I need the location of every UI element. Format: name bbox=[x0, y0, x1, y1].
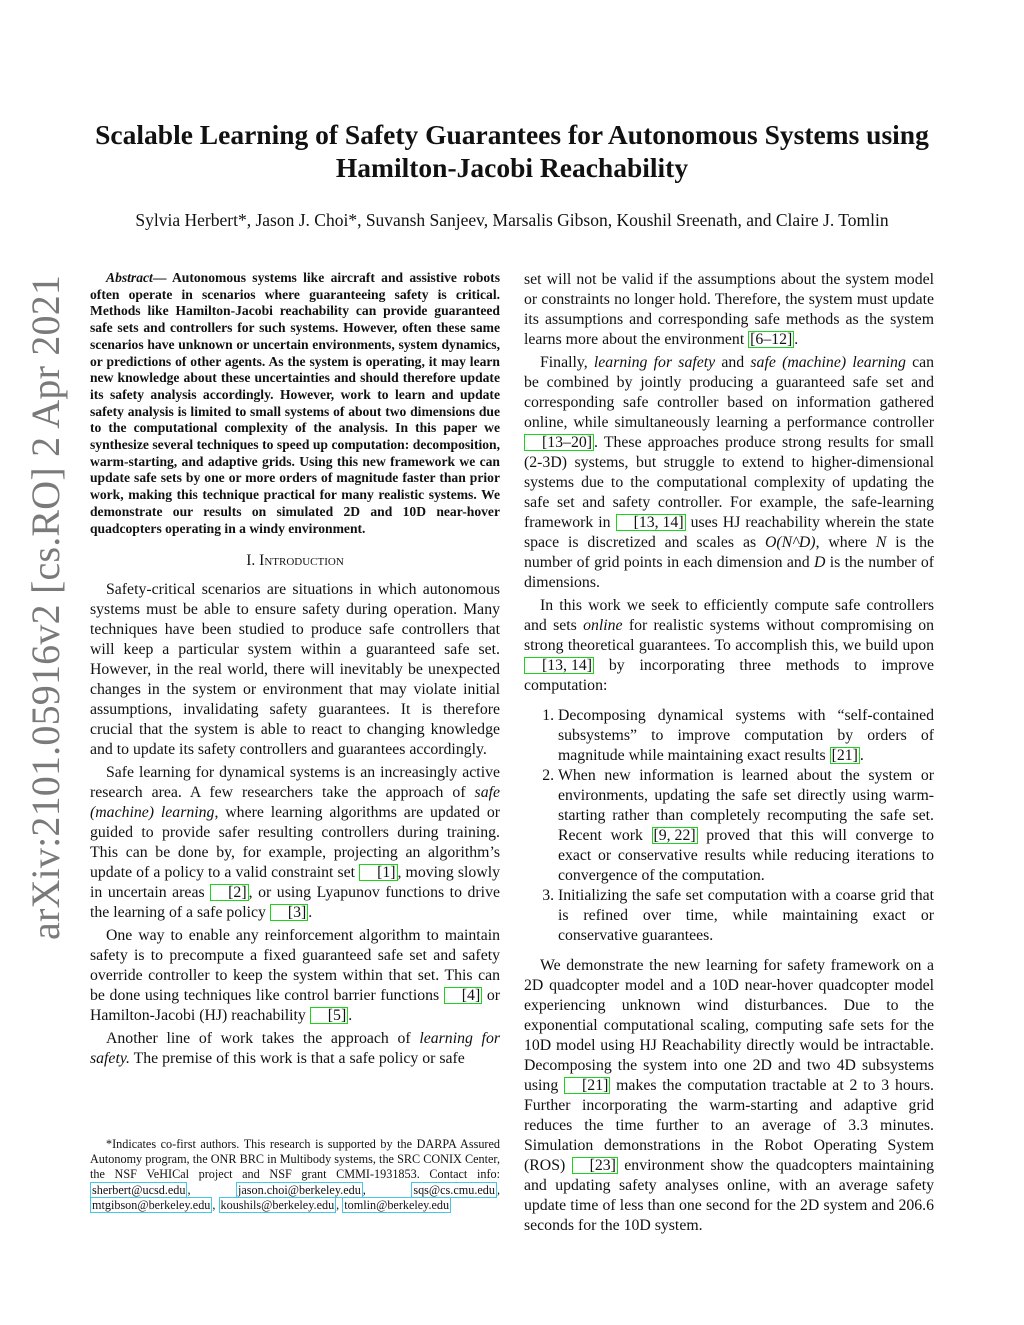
text-span: . bbox=[859, 747, 864, 764]
section-heading-introduction bbox=[90, 551, 500, 571]
text-span: In this work we seek to efficiently compute safe controllers and sets bbox=[524, 597, 934, 634]
separator: , bbox=[496, 1182, 501, 1197]
citation-link[interactable]: [23] bbox=[572, 1157, 618, 1174]
text-span: , or using Lyapunov functions to drive the learning of a safe policy bbox=[90, 884, 500, 922]
math-symbol: D bbox=[814, 554, 826, 571]
text-span: is the number of dimensions. bbox=[524, 554, 935, 591]
email-link[interactable]: mtgibson@berkeley.edu bbox=[92, 1197, 211, 1212]
title-line-2: Hamilton-Jacobi Reachability bbox=[335, 152, 689, 183]
abstract-text: — Autonomous systems like aircraft and assistive robots often operate in scenarios where guaranteeing safety is critical. Methods like Hamilton-Jacobi reachability can provide guaranteed safe sets and controllers for such systems. However, often these same scenarios have unknown or uncertain environments, system dynamics, or predictions of other agents. As the system is operating, it may learn new knowledge about these uncertainties and should therefore update its safety analysis accordingly. However, work to learn and update safety analysis is limited to small systems of about two dimensions due to the computational complexity of the analysis. In this paper we synthesize several techniques to speed up computation: decomposition, warm-starting, and adaptive grids. Using this new framework we can update safe sets by one or more orders of magnitude faster than prior work, making this technique practical for many realistic systems. We demonstrate our results on simulated 2D and 10D near-hover quadcopters operating in a windy environment. bbox=[90, 270, 500, 536]
text-span: or Hamilton-Jacobi (HJ) reachability bbox=[90, 987, 501, 1025]
list-item bbox=[558, 766, 934, 886]
intro-paragraph-4-continued bbox=[524, 270, 934, 350]
right-column bbox=[524, 270, 934, 1236]
email-link[interactable]: koushils@berkeley.edu bbox=[220, 1197, 335, 1212]
separator: , bbox=[212, 1197, 219, 1212]
email-link[interactable]: tomlin@berkeley.edu bbox=[344, 1197, 450, 1212]
text-span: When new information is learned about the system or environments, updating the safe set directly using warm-starting rather than completely recomputing the safe set. Recent work bbox=[558, 767, 934, 844]
text-span: set will not be valid if the assumptions about the system model or constraints no longer hold. Therefore, the system must update its assumptions and corresponding safe methods as the system learns more about the environment bbox=[524, 271, 934, 348]
abstract bbox=[90, 270, 500, 537]
intro-paragraph-3 bbox=[90, 926, 500, 1026]
text-span: , where learning algorithms are updated or guided to provide safer resulting controllers during training. This can be done by, for example, projecting an algorithm’s update of a policy to a valid constraint set bbox=[90, 804, 500, 882]
text-span: . bbox=[348, 1007, 353, 1025]
text-span: environment show the quadcopters maintaining and updating safety analyses online, with an average safety update time of less than one second for the 2D system and 206.6 seconds for the 10D system. bbox=[524, 1157, 934, 1234]
separator: , bbox=[187, 1182, 236, 1197]
citation-link[interactable]: [2] bbox=[210, 884, 248, 901]
citation-link[interactable]: [13, 14] bbox=[616, 514, 686, 531]
text-span: by incorporating three methods to improve computation: bbox=[524, 657, 934, 694]
title-line-1: Scalable Learning of Safety Guarantees for Autonomous Systems using bbox=[95, 119, 929, 150]
text-span: . bbox=[794, 331, 799, 348]
section-number: I. bbox=[246, 552, 256, 570]
citation-link[interactable]: [6–12] bbox=[750, 331, 793, 348]
footnote-text bbox=[90, 1137, 500, 1213]
text-span: *Indicates co-first authors. This research is supported by the DARPA Assured Autonomy program, the ONR BRC in Multibody systems, the SRC CONIX Center, the NSF VeHICal project and NSF grant CMMI-1931853. Contact info: bbox=[90, 1137, 500, 1182]
author-list: Sylvia Herbert*, Jason J. Choi*, Suvansh Sanjeev, Marsalis Gibson, Koushil Sreenath, and Claire J. Tomlin bbox=[135, 210, 889, 230]
section-title: Introduction bbox=[259, 552, 344, 570]
intro-paragraph-5 bbox=[524, 353, 934, 593]
emphasis: online bbox=[583, 617, 623, 634]
email-link[interactable]: sherbert@ucsd.edu bbox=[92, 1182, 186, 1197]
footnote bbox=[90, 1137, 500, 1213]
citation-link[interactable]: [21] bbox=[831, 747, 858, 764]
intro-paragraph-4 bbox=[90, 1029, 500, 1069]
list-item bbox=[558, 706, 934, 766]
intro-paragraph-6 bbox=[524, 596, 934, 696]
emphasis: learning for safety. bbox=[90, 1030, 500, 1068]
text-span: . bbox=[308, 904, 313, 922]
citation-link[interactable]: [3] bbox=[270, 904, 308, 921]
text-span: One way to enable any reinforcement algorithm to maintain safety is to precompute a fixed guaranteed safe set and safety override controller to keep the system within that set. This can be done using techniques like control barrier functions bbox=[90, 927, 500, 1005]
email-link[interactable]: sqs@cs.cmu.edu bbox=[413, 1182, 495, 1197]
text-span: Decomposing dynamical systems with “self-contained subsystems” to improve computation by orders of magnitude while maintaining exact results bbox=[558, 707, 934, 764]
contribution-list bbox=[524, 706, 934, 946]
text-span: We demonstrate the new learning for safety framework on a 2D quadcopter model and a 10D near-hover quadcopter model experiencing unknown wind disturbances. Due to the exponential computational scaling, computing safe sets for the 10D model using HJ Reachability directly would be intractable. Decomposing the system into one 2D and two 4D subsystems using bbox=[524, 957, 934, 1094]
text-span: uses HJ reachability wherein the state space is discretized and scales as bbox=[524, 514, 934, 551]
text-span: proved that this will converge to exact or conservative results while reducing iterations to convergence of the computation. bbox=[558, 827, 934, 884]
intro-paragraph-1: Safety-critical scenarios are situations in which autonomous systems must be able to ensure safety during operation. Many techniques have been studied to produce safe controllers that will keep a particular system within a guaranteed safe set. However, in the real world, there will inevitably be unexpected changes in the system or environment that may violate initial assumptions, invalidating safety guarantees. It is therefore crucial that the system is able to react to changing knowledge and to update its safety controllers and guarantees accordingly. bbox=[90, 581, 500, 759]
list-item: 3. Initializing the safe set computation with a coarse grid that is refined over time, while maintaining exact or conservative guarantees. bbox=[558, 886, 934, 946]
text-span: Finally, bbox=[540, 354, 594, 371]
intro-paragraph-2 bbox=[90, 763, 500, 923]
text-span: The premise of this work is that a safe policy or safe bbox=[129, 1050, 465, 1068]
text-span: , where bbox=[815, 534, 876, 551]
abstract-label: Abstract bbox=[106, 270, 153, 285]
citation-link[interactable]: [13–20] bbox=[524, 434, 594, 451]
emphasis: learning for safety bbox=[593, 354, 716, 371]
left-column bbox=[90, 270, 500, 1069]
citation-link[interactable]: [1] bbox=[359, 864, 397, 881]
math-expression: O(N^D) bbox=[765, 534, 816, 551]
text-span: and bbox=[715, 354, 751, 371]
citation-link[interactable]: [13, 14] bbox=[524, 657, 594, 674]
text-span: . These approaches produce strong results for small (2-3D) systems, but struggle to extend to higher-dimensional systems due to the computational complexity of updating the safe set and safety controller. For example, the safe-learning framework in bbox=[524, 434, 934, 531]
text-span: is the number of grid points in each dimension and bbox=[524, 534, 935, 571]
citation-link[interactable]: [5] bbox=[310, 1007, 348, 1024]
text-span: makes the computation tractable at 2 to 3 hours. Further incorporating the warm-starting and adaptive grid reduces the time further to an average of 3.3 minutes. Simulation demonstrations in the Robot Operating System (ROS) bbox=[524, 1077, 935, 1174]
text-span: , moving slowly in uncertain areas bbox=[90, 864, 500, 902]
citation-link[interactable]: [4] bbox=[444, 987, 482, 1004]
text-span: Another line of work takes the approach of bbox=[106, 1030, 420, 1048]
text-span: Safe learning for dynamical systems is an increasingly active research area. A few researchers take the approach of bbox=[90, 764, 500, 802]
text-span: for realistic systems without compromising on strong theoretical guarantees. To accomplish this, we build upon bbox=[524, 617, 934, 654]
email-link[interactable]: jason.choi@berkeley.edu bbox=[238, 1182, 361, 1197]
arxiv-stamp: arXiv:2101.05916v2 [cs.RO] 2 Apr 2021 bbox=[23, 274, 68, 940]
citation-link[interactable]: [21] bbox=[564, 1077, 610, 1094]
separator: , bbox=[336, 1197, 343, 1212]
emphasis: safe (machine) learning bbox=[90, 784, 500, 822]
separator: , bbox=[362, 1182, 412, 1197]
citation-link[interactable]: [9, 22] bbox=[653, 827, 696, 844]
emphasis: safe (machine) learning bbox=[750, 354, 906, 371]
text-span: can be combined by jointly producing a guaranteed safe set and corresponding safe controller based on information gathered online, while simultaneously learning a performance controller bbox=[524, 354, 934, 431]
intro-paragraph-7 bbox=[524, 956, 934, 1236]
math-symbol: N bbox=[875, 534, 887, 551]
paper-title bbox=[60, 118, 964, 184]
